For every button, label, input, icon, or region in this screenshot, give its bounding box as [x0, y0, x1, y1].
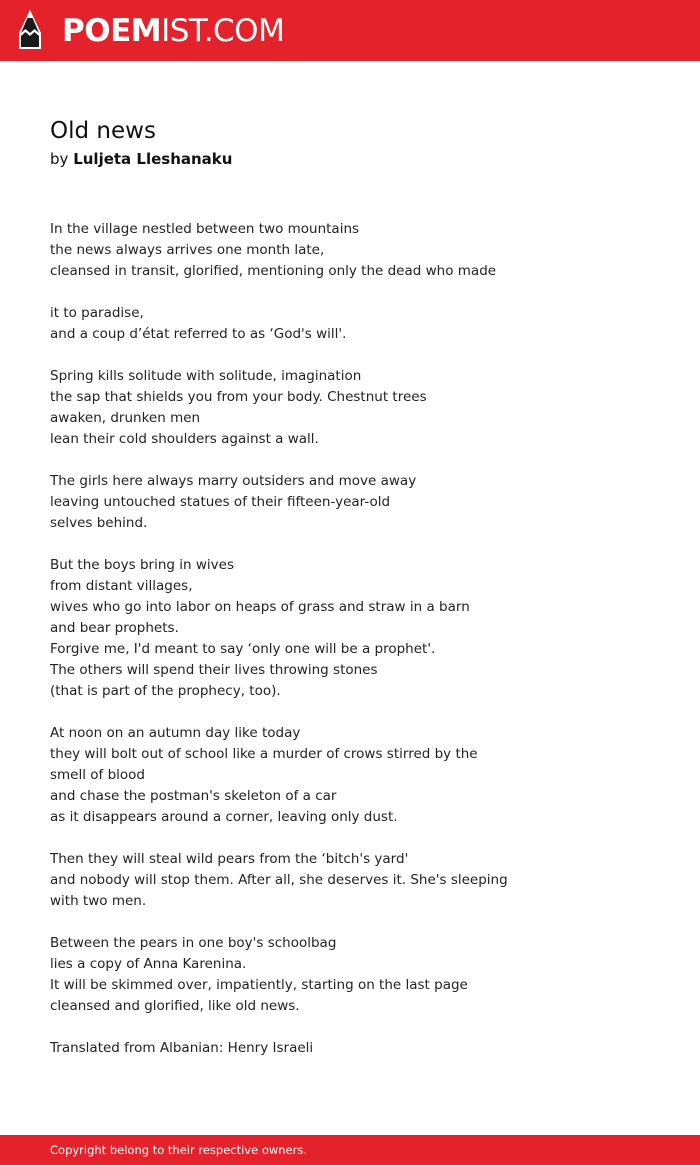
brand-bold: POEM	[62, 13, 162, 49]
poem-line: lies a copy of Anna Karenina.	[50, 956, 247, 972]
poem-line: The girls here always marry outsiders and move away	[50, 473, 417, 489]
stanza	[50, 849, 650, 912]
poem-line: leaving untouched statues of their fifteen-year-old	[50, 494, 391, 510]
author-name: Luljeta Lleshanaku	[73, 150, 233, 168]
poem-line: with two men.	[50, 893, 147, 909]
poem-line: (that is part of the prophecy, too).	[50, 683, 281, 699]
stanza	[50, 219, 650, 282]
stanza	[50, 471, 650, 534]
poem-line: But the boys bring in wives	[50, 557, 234, 573]
poem-body	[50, 219, 650, 1059]
poem-line: selves behind.	[50, 515, 148, 531]
poem-line: lean their cold shoulders against a wall.	[50, 431, 319, 447]
stanza	[50, 303, 650, 345]
poem-line: the sap that shields you from your body. Chestnut trees	[50, 389, 427, 405]
poem-line: It will be skimmed over, impatiently, starting on the last page	[50, 977, 468, 993]
poem-line: cleansed and glorified, like old news.	[50, 998, 300, 1014]
stanza-break	[50, 534, 650, 555]
stanza	[50, 933, 650, 1017]
pencil-icon[interactable]	[17, 9, 43, 51]
poem-line: cleansed in transit, glorified, mentioning only the dead who made	[50, 263, 497, 279]
stanza-break	[50, 828, 650, 849]
site-footer	[0, 1135, 700, 1165]
poem-line: they will bolt out of school like a murder of crows stirred by the	[50, 746, 478, 762]
stanza-break	[50, 702, 650, 723]
stanza-break	[50, 450, 650, 471]
poem-line: wives who go into labor on heaps of grass and straw in a barn	[50, 599, 470, 615]
stanza-break	[50, 912, 650, 933]
stanza	[50, 723, 650, 828]
stanza	[50, 555, 650, 702]
poem-line: Then they will steal wild pears from the ‘bitch's yard'	[50, 851, 409, 867]
poem-line: and nobody will stop them. After all, she deserves it. She's sleeping	[50, 872, 508, 888]
by-label: by	[50, 150, 69, 168]
site-header	[0, 0, 700, 61]
poem-line: Translated from Albanian: Henry Israeli	[50, 1040, 314, 1056]
poem-line: from distant villages,	[50, 578, 193, 594]
poem-line: as it disappears around a corner, leaving only dust.	[50, 809, 398, 825]
poem-line: The others will spend their lives throwing stones	[50, 662, 378, 678]
stanza-break	[50, 345, 650, 366]
site-logo[interactable]	[62, 12, 284, 50]
poem-line: Spring kills solitude with solitude, imagination	[50, 368, 362, 384]
poem-line: In the village nestled between two mountains	[50, 221, 360, 237]
poem-line: it to paradise,	[50, 305, 144, 321]
poem-line: Between the pears in one boy's schoolbag	[50, 935, 337, 951]
stanza	[50, 1038, 650, 1059]
stanza	[50, 366, 650, 450]
brand-light: IST.COM	[161, 13, 285, 49]
copyright-text: Copyright belong to their respective owners.	[50, 1143, 308, 1157]
poem-line: awaken, drunken men	[50, 410, 201, 426]
poem-line: and bear prophets.	[50, 620, 179, 636]
poem-line: and chase the postman's skeleton of a car	[50, 788, 337, 804]
byline	[50, 148, 232, 170]
poem-line: At noon on an autumn day like today	[50, 725, 301, 741]
poem-line: Forgive me, I'd meant to say ‘only one will be a prophet'.	[50, 641, 436, 657]
poem-line: smell of blood	[50, 767, 145, 783]
poem-line: the news always arrives one month late,	[50, 242, 325, 258]
poem-title: Old news	[50, 118, 156, 144]
stanza-break	[50, 282, 650, 303]
poem-line: and a coup d’état referred to as ‘God's will'.	[50, 326, 347, 342]
stanza-break	[50, 1017, 650, 1038]
